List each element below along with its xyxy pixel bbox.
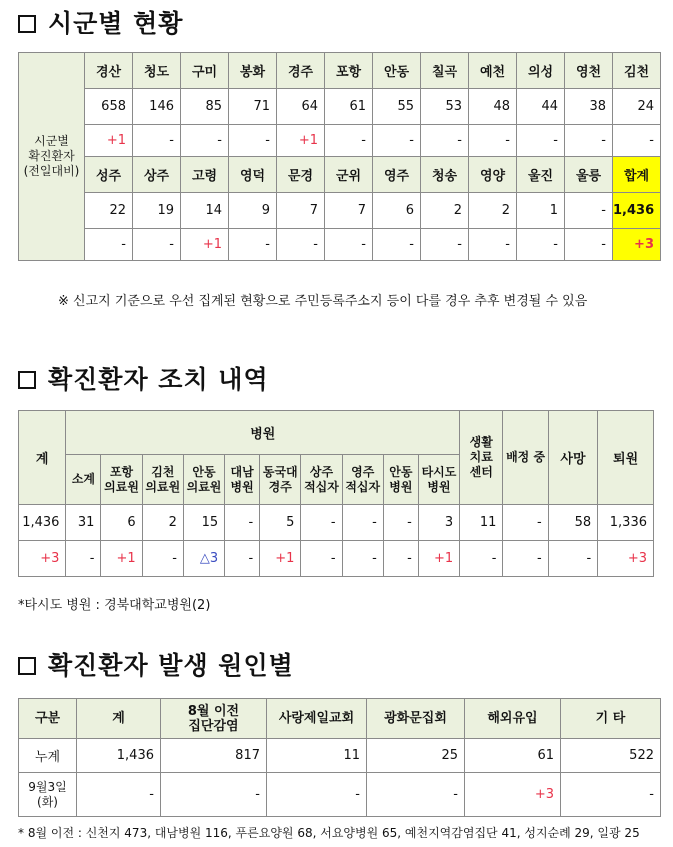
residential-center-header: 생활 치료 센터	[460, 411, 503, 505]
hospital-sub-header: 포항 의료원	[101, 455, 142, 505]
city-count: 146	[133, 89, 181, 125]
city-change: -	[133, 229, 181, 261]
city-name: 구미	[181, 53, 229, 89]
city-change: +1	[277, 125, 325, 157]
measures-change: -	[503, 541, 548, 577]
city-count: 24	[613, 89, 661, 125]
measures-count: 3	[418, 505, 459, 541]
measures-count: -	[383, 505, 418, 541]
measures-count: 1,336	[598, 505, 654, 541]
city-status-table	[18, 52, 661, 261]
city-change: +1	[85, 125, 133, 157]
city-name: 영덕	[229, 157, 277, 193]
discharged-header: 퇴원	[598, 411, 654, 505]
city-name-row	[19, 53, 661, 89]
cumulative-label: 누계	[19, 739, 77, 773]
city-name: 영주	[373, 157, 421, 193]
checkbox-square-icon	[18, 15, 36, 33]
measures-count: 31	[66, 505, 101, 541]
measures-change: +3	[19, 541, 66, 577]
hospital-sub-header: 타시도 병원	[418, 455, 459, 505]
measures-change: △3	[183, 541, 224, 577]
city-name: 군위	[325, 157, 373, 193]
side-label: 시군별 확진환자 (전일대비)	[19, 53, 85, 261]
city-change: -	[373, 229, 421, 261]
city-name: 울릉	[565, 157, 613, 193]
cumulative-value: 1,436	[77, 739, 161, 773]
city-count: 7	[277, 193, 325, 229]
city-count: 85	[181, 89, 229, 125]
measures-change: -	[383, 541, 418, 577]
city-name: 고령	[181, 157, 229, 193]
city-count: 9	[229, 193, 277, 229]
city-name: 청도	[133, 53, 181, 89]
daily-value: -	[161, 773, 267, 817]
measures-change: +1	[101, 541, 142, 577]
city-count: 2	[421, 193, 469, 229]
measures-count: -	[342, 505, 383, 541]
measures-change: +1	[260, 541, 301, 577]
causes-header: 계	[77, 699, 161, 739]
city-name: 경산	[85, 53, 133, 89]
measures-note: *타시도 병원 : 경북대학교병원(2)	[18, 598, 211, 613]
city-name: 봉화	[229, 53, 277, 89]
hospital-sub-header: 대남 병원	[225, 455, 260, 505]
city-name: 영양	[469, 157, 517, 193]
city-name: 포항	[325, 53, 373, 89]
city-count: 71	[229, 89, 277, 125]
city-count: 2	[469, 193, 517, 229]
measures-count: 58	[548, 505, 597, 541]
measures-count: 15	[183, 505, 224, 541]
causes-header: 기 타	[561, 699, 661, 739]
hospital-sub-header: 상주 적십자	[301, 455, 342, 505]
city-change: -	[133, 125, 181, 157]
causes-header: 8월 이전 집단감염	[161, 699, 267, 739]
measures-change: +3	[598, 541, 654, 577]
city-change: -	[517, 125, 565, 157]
causes-header: 해외유입	[465, 699, 561, 739]
city-count: 7	[325, 193, 373, 229]
cumulative-value: 817	[161, 739, 267, 773]
section-title-by-city: 시군별 현황	[18, 4, 183, 40]
daily-row	[19, 773, 661, 817]
measures-change: -	[225, 541, 260, 577]
measures-count: 5	[260, 505, 301, 541]
city-count: 48	[469, 89, 517, 125]
city-change: -	[325, 229, 373, 261]
hospital-sub-header: 김천 의료원	[142, 455, 183, 505]
measures-count: 1,436	[19, 505, 66, 541]
city-name-row	[19, 157, 661, 193]
city-name: 성주	[85, 157, 133, 193]
hospital-header: 병원	[66, 411, 460, 455]
city-change: -	[325, 125, 373, 157]
city-name: 영천	[565, 53, 613, 89]
city-count: 55	[373, 89, 421, 125]
city-name: 경주	[277, 53, 325, 89]
daily-value: -	[267, 773, 367, 817]
checkbox-square-icon	[18, 371, 36, 389]
measures-change: -	[142, 541, 183, 577]
measures-count: 11	[460, 505, 503, 541]
city-name: 상주	[133, 157, 181, 193]
measures-change: -	[342, 541, 383, 577]
city-name: 예천	[469, 53, 517, 89]
measures-count: 6	[101, 505, 142, 541]
hospital-sub-header: 안동 의료원	[183, 455, 224, 505]
causes-table	[18, 698, 661, 817]
city-change: -	[469, 229, 517, 261]
city-change: -	[229, 125, 277, 157]
daily-value: -	[561, 773, 661, 817]
city-change: +1	[181, 229, 229, 261]
daily-label: 9월3일 (화)	[19, 773, 77, 817]
causes-note: * 8월 이전 : 신천지 473, 대남병원 116, 푸른요양원 68, 서요양병원 65, 예천지역감염집단 41, 성지순례 29, 일광 25	[18, 826, 640, 840]
city-change: -	[421, 125, 469, 157]
city-change-row	[19, 125, 661, 157]
city-count-row	[19, 193, 661, 229]
total-change: +3	[613, 229, 661, 261]
city-change-row	[19, 229, 661, 261]
city-change: -	[565, 229, 613, 261]
city-change: -	[421, 229, 469, 261]
cumulative-row	[19, 739, 661, 773]
city-count: -	[565, 193, 613, 229]
daily-value: +3	[465, 773, 561, 817]
city-name: 문경	[277, 157, 325, 193]
measures-count: -	[225, 505, 260, 541]
city-name: 김천	[613, 53, 661, 89]
measures-count-row	[19, 505, 654, 541]
assigning-header: 배정 중	[503, 411, 548, 505]
city-count: 658	[85, 89, 133, 125]
daily-value: -	[77, 773, 161, 817]
measures-change: -	[66, 541, 101, 577]
causes-header: 구분	[19, 699, 77, 739]
measures-count: -	[503, 505, 548, 541]
city-count: 53	[421, 89, 469, 125]
measures-header-row	[19, 411, 654, 455]
measures-change: -	[548, 541, 597, 577]
hospital-sub-header: 동국대 경주	[260, 455, 301, 505]
cumulative-value: 25	[367, 739, 465, 773]
cumulative-value: 522	[561, 739, 661, 773]
cumulative-value: 61	[465, 739, 561, 773]
city-change: -	[469, 125, 517, 157]
city-change: -	[277, 229, 325, 261]
causes-header-row	[19, 699, 661, 739]
measures-change: +1	[418, 541, 459, 577]
measures-change: -	[460, 541, 503, 577]
city-change: -	[517, 229, 565, 261]
city-note: ※ 신고지 기준으로 우선 집계된 현황으로 주민등록주소지 등이 다를 경우 추후 변경될 수 있음	[58, 294, 588, 309]
daily-value: -	[367, 773, 465, 817]
city-change: -	[613, 125, 661, 157]
city-change: -	[565, 125, 613, 157]
section-title-measures: 확진환자 조치 내역	[18, 360, 269, 396]
measures-table	[18, 410, 654, 577]
measures-change-row	[19, 541, 654, 577]
city-change: -	[229, 229, 277, 261]
city-count: 38	[565, 89, 613, 125]
cumulative-value: 11	[267, 739, 367, 773]
total-count: 1,436	[613, 193, 661, 229]
city-count: 22	[85, 193, 133, 229]
measures-count: 2	[142, 505, 183, 541]
hospital-sub-header: 안동 병원	[383, 455, 418, 505]
city-count: 64	[277, 89, 325, 125]
city-count: 19	[133, 193, 181, 229]
city-count-row	[19, 89, 661, 125]
city-name: 칠곡	[421, 53, 469, 89]
measures-count: -	[301, 505, 342, 541]
city-count: 61	[325, 89, 373, 125]
section-title-causes: 확진환자 발생 원인별	[18, 646, 294, 682]
city-change: -	[373, 125, 421, 157]
hospital-sub-header: 소계	[66, 455, 101, 505]
causes-header: 사랑제일교회	[267, 699, 367, 739]
city-name: 청송	[421, 157, 469, 193]
city-name: 의성	[517, 53, 565, 89]
city-name: 안동	[373, 53, 421, 89]
causes-header: 광화문집회	[367, 699, 465, 739]
city-count: 1	[517, 193, 565, 229]
city-count: 6	[373, 193, 421, 229]
city-name: 울진	[517, 157, 565, 193]
city-change: -	[85, 229, 133, 261]
checkbox-square-icon	[18, 657, 36, 675]
hospital-sub-header: 영주 적십자	[342, 455, 383, 505]
city-count: 14	[181, 193, 229, 229]
total-header: 계	[19, 411, 66, 505]
measures-change: -	[301, 541, 342, 577]
city-change: -	[181, 125, 229, 157]
city-count: 44	[517, 89, 565, 125]
death-header: 사망	[548, 411, 597, 505]
total-header: 합계	[613, 157, 661, 193]
